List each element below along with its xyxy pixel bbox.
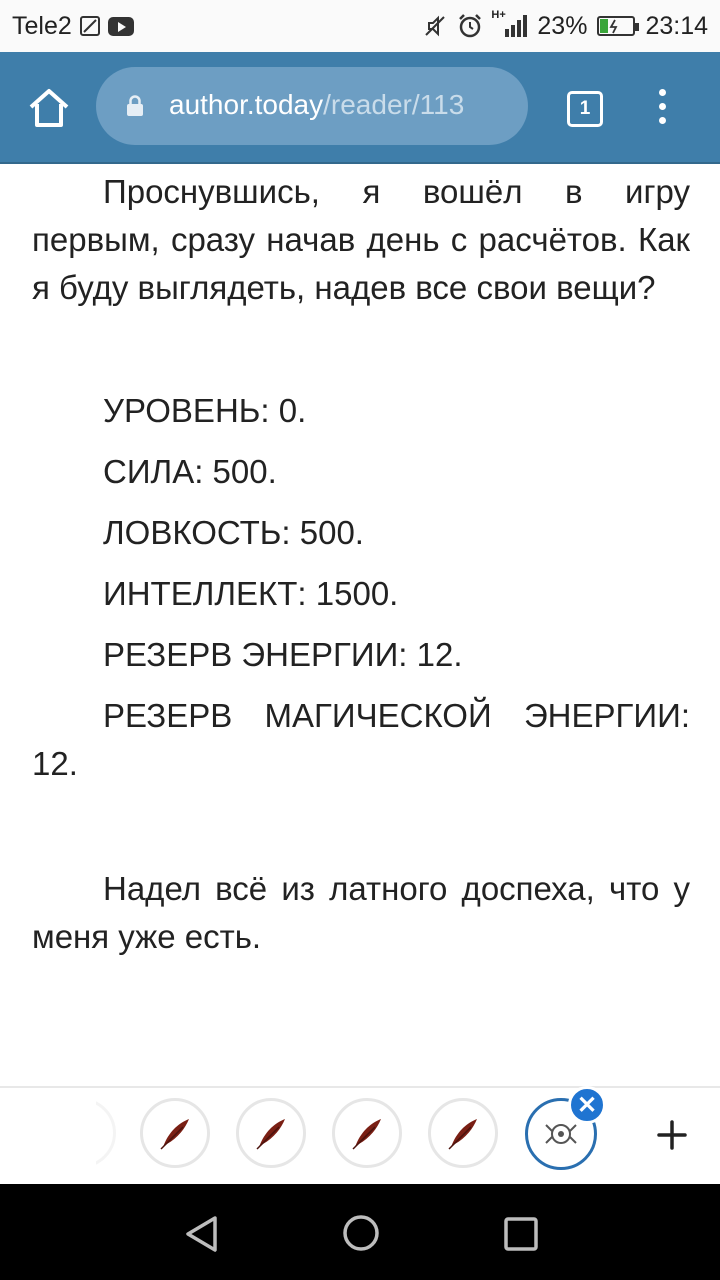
network-type: H+ bbox=[491, 9, 506, 21]
stat-line: СИЛА: 500. bbox=[103, 453, 277, 490]
battery-charging-icon bbox=[597, 16, 635, 36]
status-bar bbox=[0, 0, 720, 52]
back-icon[interactable] bbox=[182, 1214, 222, 1254]
overflow-menu-icon[interactable] bbox=[652, 89, 672, 129]
lock-icon bbox=[126, 95, 144, 117]
feather-icon bbox=[143, 1101, 207, 1165]
mute-icon bbox=[423, 14, 447, 38]
paragraph: Проснувшись, я вошёл в игру первым, сразу начав день с расчётов. Как я буду выглядеть, надев все свои вещи? bbox=[32, 173, 690, 306]
stat-line: УРОВЕНЬ: 0. bbox=[103, 392, 307, 429]
tab-thumbnail[interactable] bbox=[332, 1098, 402, 1168]
close-tab-button[interactable] bbox=[568, 1086, 606, 1124]
stat-line: РЕЗЕРВ ЭНЕРГИИ: 12. bbox=[103, 636, 463, 673]
close-icon: ✕ bbox=[576, 1091, 598, 1119]
image-icon bbox=[80, 16, 100, 36]
status-left bbox=[12, 0, 134, 52]
browser-toolbar bbox=[0, 52, 720, 164]
alarm-icon bbox=[457, 13, 483, 39]
home-icon[interactable] bbox=[26, 85, 72, 131]
recents-icon[interactable] bbox=[502, 1215, 540, 1253]
battery-percent: 23% bbox=[537, 11, 588, 40]
signal-icon bbox=[491, 9, 527, 37]
paragraph: Надел всё из латного доспеха, что у меня уже есть. bbox=[32, 870, 690, 955]
clock: 23:14 bbox=[645, 11, 708, 40]
reader-content bbox=[32, 166, 690, 961]
reader-bottom-bar bbox=[0, 1086, 720, 1184]
url-bar[interactable] bbox=[96, 67, 528, 145]
tab-count: 1 bbox=[579, 98, 591, 119]
tab-thumbnail[interactable] bbox=[236, 1098, 306, 1168]
stat-line: РЕЗЕРВ МАГИЧЕСКОЙ ЭНЕРГИИ: 12. bbox=[32, 697, 690, 782]
tab-switcher-button[interactable] bbox=[567, 91, 603, 127]
system-nav-bar bbox=[0, 1184, 720, 1280]
stat-line: ИНТЕЛЛЕКТ: 1500. bbox=[103, 575, 399, 612]
feather-icon bbox=[431, 1101, 495, 1165]
feather-icon bbox=[239, 1101, 303, 1165]
plus-icon[interactable] bbox=[655, 1118, 689, 1152]
feather-icon bbox=[335, 1101, 399, 1165]
thumb-mask bbox=[0, 1088, 96, 1184]
url-path: /reader/113 bbox=[323, 89, 465, 120]
carrier-name: Tele2 bbox=[12, 11, 72, 40]
stat-line: ЛОВКОСТЬ: 500. bbox=[103, 514, 364, 551]
url-text bbox=[169, 89, 519, 121]
stats-block bbox=[32, 387, 690, 788]
url-host: author.today bbox=[169, 89, 324, 120]
home-icon[interactable] bbox=[341, 1213, 381, 1253]
status-right bbox=[423, 0, 708, 52]
tab-thumbnail[interactable] bbox=[428, 1098, 498, 1168]
youtube-icon bbox=[108, 17, 134, 36]
tab-thumbnail[interactable] bbox=[140, 1098, 210, 1168]
